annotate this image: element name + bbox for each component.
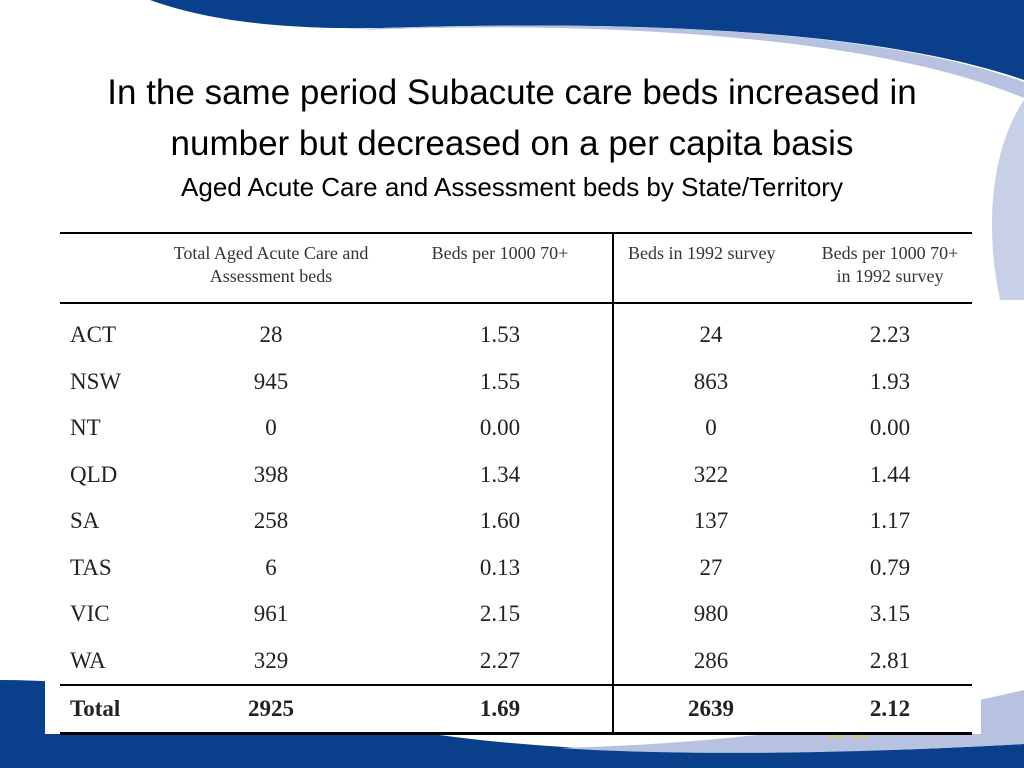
beds-1992-cell: 137 xyxy=(613,498,808,545)
table-row xyxy=(60,498,972,545)
beds-per-1000-1992-cell: 1.93 xyxy=(869,368,911,394)
table-row xyxy=(60,303,972,359)
beds-1992-cell: 322 xyxy=(613,452,808,499)
table-row xyxy=(60,452,972,499)
beds-per-1000-cell: 2.27 xyxy=(479,647,521,673)
beds-per-1000-cell: 1.34 xyxy=(479,461,521,487)
table-total-row xyxy=(60,685,972,734)
beds-per-1000-cell: 2.15 xyxy=(479,601,521,627)
total-beds-cell: 398 xyxy=(253,461,289,487)
beds-per-1000-cell: 0.13 xyxy=(479,554,521,580)
beds-per-1000-1992-cell: 2.12 xyxy=(869,696,911,721)
beds-1992-cell: 286 xyxy=(613,638,808,686)
beds-per-1000-cell: 1.60 xyxy=(479,508,521,534)
total-beds-cell: 0 xyxy=(265,415,277,441)
header-beds-1992: Beds in 1992 survey xyxy=(613,233,808,303)
table-row xyxy=(60,638,972,686)
total-beds-cell: 28 xyxy=(259,322,283,348)
state-cell: NT xyxy=(70,415,101,441)
beds-1992-cell: 27 xyxy=(613,545,808,592)
total-beds-cell: 945 xyxy=(253,368,289,394)
beds-per-1000-1992-cell: 0.79 xyxy=(869,554,911,580)
beds-per-1000-1992-cell: 0.00 xyxy=(869,415,911,441)
beds-per-1000-1992-cell: 3.15 xyxy=(869,601,911,627)
table-row xyxy=(60,545,972,592)
total-beds-cell: 6 xyxy=(265,554,277,580)
state-cell: NSW xyxy=(70,368,122,394)
table-row xyxy=(60,359,972,406)
beds-per-1000-cell: 1.53 xyxy=(479,322,521,348)
beds-1992-cell: 980 xyxy=(613,591,808,638)
beds-per-1000-cell: 1.69 xyxy=(479,696,521,721)
header-state xyxy=(60,233,154,303)
beds-per-1000-cell: 1.55 xyxy=(479,368,521,394)
beds-1992-cell: 24 xyxy=(613,303,808,359)
beds-1992-cell: 863 xyxy=(613,359,808,406)
total-beds-cell: 329 xyxy=(253,647,289,673)
table-row xyxy=(60,591,972,638)
beds-per-1000-cell: 0.00 xyxy=(479,415,521,441)
header-beds-per-1000: Beds per 1000 70+ xyxy=(431,243,569,263)
table-row xyxy=(60,405,972,452)
beds-1992-cell: 0 xyxy=(613,405,808,452)
total-beds-cell: 2925 xyxy=(248,696,294,721)
state-cell: WA xyxy=(70,647,106,673)
state-cell: ACT xyxy=(70,322,116,348)
slide-title-line-1: In the same period Subacute care beds increased in xyxy=(107,73,917,112)
beds-per-1000-1992-cell: 1.44 xyxy=(869,461,911,487)
header-total-beds: Total Aged Acute Care and Assessment beds xyxy=(173,243,369,286)
slide-title-line-2: number but decreased on a per capita basis xyxy=(170,124,854,163)
state-cell: QLD xyxy=(70,461,118,487)
total-beds-cell: 258 xyxy=(253,508,289,534)
total-beds-cell: 961 xyxy=(253,601,289,627)
beds-per-1000-1992-cell: 1.17 xyxy=(869,508,911,534)
state-cell: TAS xyxy=(70,554,112,580)
total-label-cell: Total xyxy=(70,696,121,721)
state-cell: VIC xyxy=(70,601,110,627)
state-cell: SA xyxy=(70,508,100,534)
beds-table xyxy=(60,232,972,735)
beds-per-1000-1992-cell: 2.81 xyxy=(869,647,911,673)
header-beds-per-1000-1992: Beds per 1000 70+ in 1992 survey xyxy=(821,243,959,286)
beds-per-1000-1992-cell: 2.23 xyxy=(869,322,911,348)
slide-subtitle: Aged Acute Care and Assessment beds by State/Territory xyxy=(181,172,843,202)
beds-1992-cell: 2639 xyxy=(613,685,808,734)
table-header-row xyxy=(60,233,972,303)
